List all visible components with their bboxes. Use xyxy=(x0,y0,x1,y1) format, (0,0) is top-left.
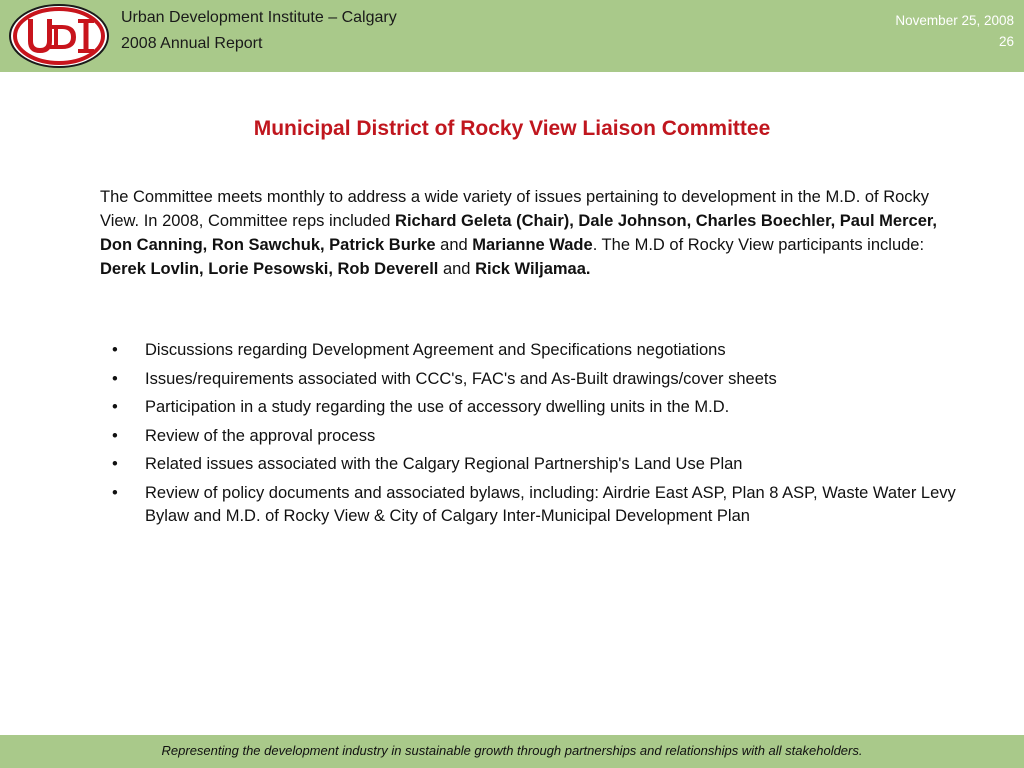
list-item xyxy=(112,453,962,477)
md-participant-last-name: Rick Wiljamaa. xyxy=(475,260,591,278)
committee-reps-names: Richard Geleta (Chair), Dale Johnson, Charles Boechler, Paul Mercer, Don Canning, Ron Sawchuk, Patrick Burke xyxy=(100,212,937,254)
bullet-icon: • xyxy=(112,341,118,359)
bullet-icon: • xyxy=(112,369,118,388)
slide-title: Municipal District of Rocky View Liaison Committee xyxy=(253,117,771,140)
bullet-icon: • xyxy=(112,426,118,445)
md-participants-names: Derek Lovlin, Lorie Pesowski, Rob Deverell xyxy=(100,260,439,278)
list-item xyxy=(112,482,962,529)
list-item-text: Review of the approval process xyxy=(145,426,376,445)
list-item-text: Related issues associated with the Calgary Regional Partnership's Land Use Plan xyxy=(145,455,743,473)
udi-logo xyxy=(8,3,110,69)
header-bar xyxy=(0,0,1024,72)
committee-rep-last-name: Marianne Wade xyxy=(472,236,593,254)
bullet-icon: • xyxy=(112,483,118,502)
footer-bar xyxy=(0,735,1024,768)
list-item-text: Review of policy documents and associated bylaws, including: Airdrie East ASP, Plan 8 ASP, Waste Water Levy Bylaw and M.D. of Rocky View & City of Calgary Inter-Municipal Development Plan xyxy=(145,483,956,525)
list-item xyxy=(112,339,962,363)
activities-list xyxy=(112,339,962,534)
list-item xyxy=(112,396,962,420)
page-number: 26 xyxy=(998,34,1014,49)
bullet-icon: • xyxy=(112,398,118,416)
intro-text-3: . The M.D of Rocky View participants include: xyxy=(592,236,925,254)
list-item-text: Discussions regarding Development Agreement and Specifications negotiations xyxy=(145,341,726,359)
intro-text-2: and xyxy=(435,236,473,254)
list-item xyxy=(112,425,962,449)
intro-paragraph xyxy=(100,185,960,281)
list-item-text: Participation in a study regarding the use of accessory dwelling units in the M.D. xyxy=(145,398,730,416)
organization-name: Urban Development Institute – Calgary xyxy=(121,9,397,26)
report-name: 2008 Annual Report xyxy=(121,35,263,52)
slide-date: November 25, 2008 xyxy=(895,13,1014,28)
footer-tagline: Representing the development industry in sustainable growth through partnerships and relationships with all stakeholders. xyxy=(161,743,863,758)
list-item-text: Issues/requirements associated with CCC's, FAC's and As-Built drawings/cover sheets xyxy=(145,369,777,388)
list-item xyxy=(112,368,962,392)
intro-text-4: and xyxy=(438,260,476,278)
intro-text-1: The Committee meets monthly to address a wide variety of issues pertaining to development in the M.D. of Rocky View. In 2008, Committee reps included xyxy=(100,188,930,230)
bullet-icon: • xyxy=(112,455,118,473)
